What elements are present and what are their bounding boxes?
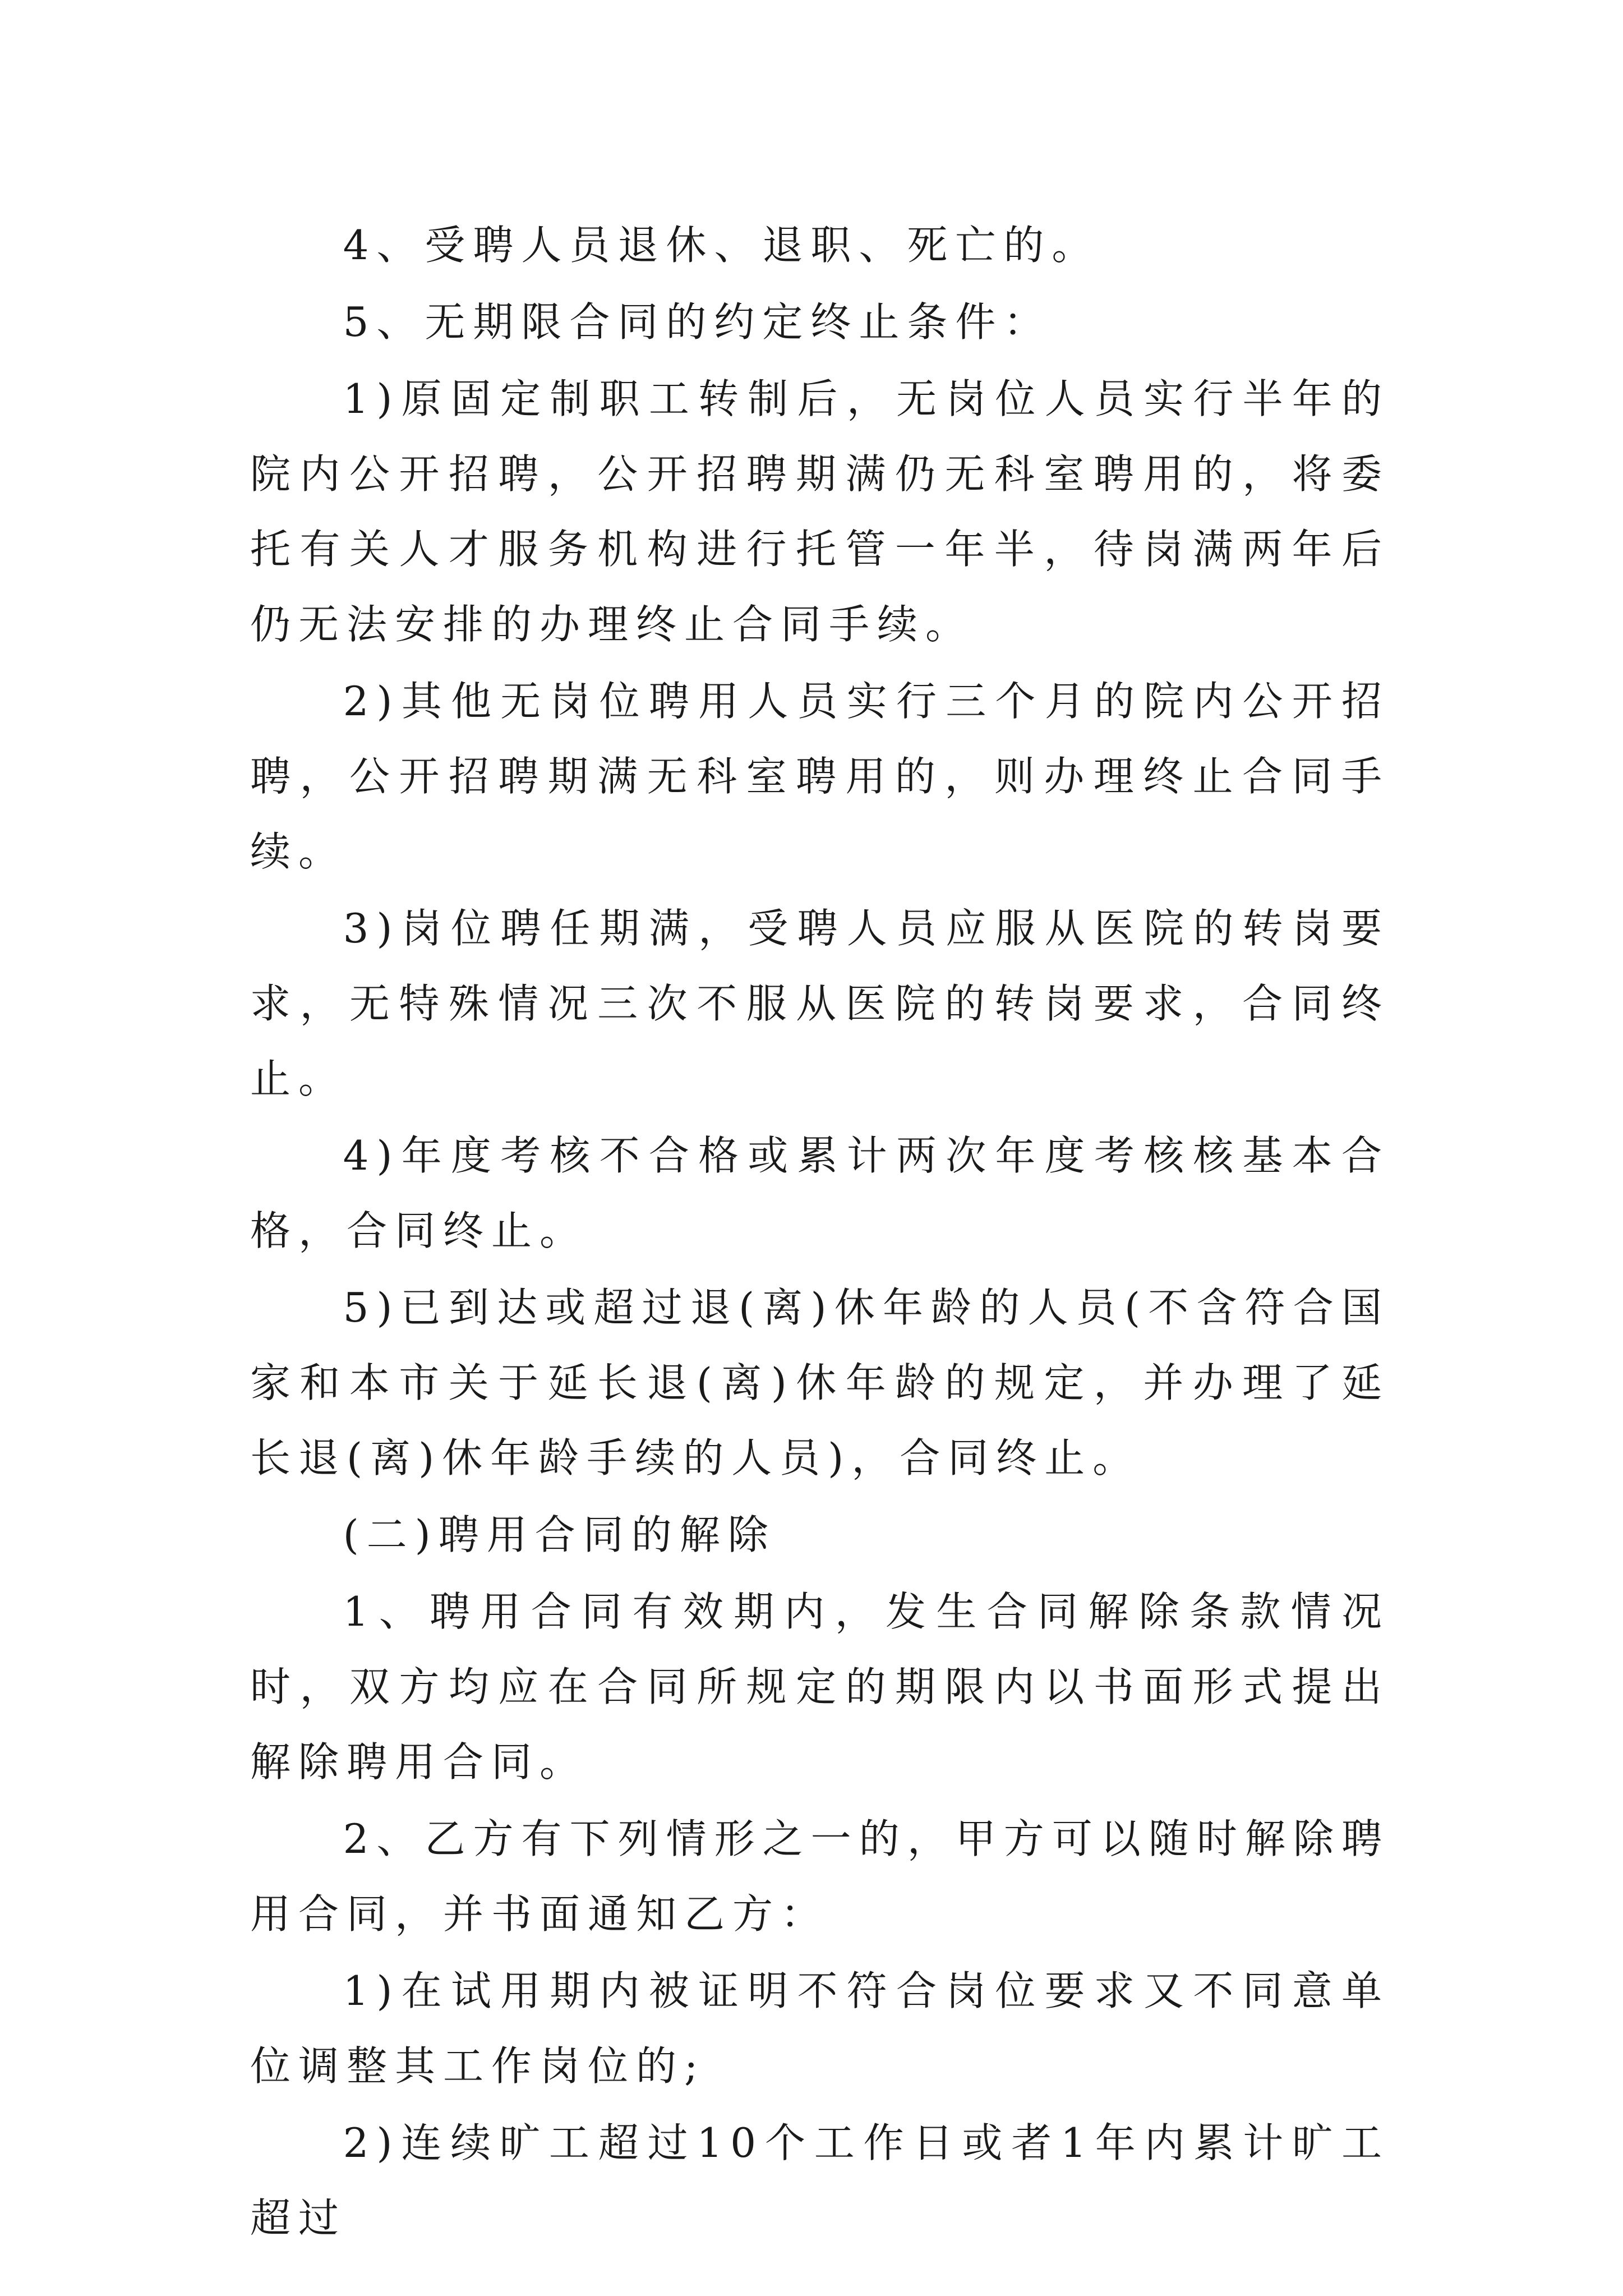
- paragraph-dissolution-1: 1、聘用合同有效期内，发生合同解除条款情况时，双方均应在合同所规定的期限内以书面形式提出解除聘用合同。: [250, 1588, 1390, 1786]
- paragraph-condition-2: 2)其他无岗位聘用人员实行三个月的院内公开招聘，公开招聘期满无科室聘用的，则办理终止合同手续。: [250, 678, 1390, 875]
- paragraph-dissolution-2: 2、乙方有下列情形之一的，甲方可以随时解除聘用合同，并书面通知乙方：: [250, 1815, 1390, 1938]
- section-heading-contract-dissolution: (二)聘用合同的解除: [343, 1511, 776, 1558]
- paragraph-dissolution-item-1: 1)在试用期内被证明不符合岗位要求又不同意单位调整其工作岗位的;: [250, 1967, 1390, 2090]
- paragraph-dissolution-item-2: 2)连续旷工超过10个工作日或者1年内累计旷工超过: [250, 2119, 1390, 2242]
- paragraph-condition-1: 1)原固定制职工转制后，无岗位人员实行半年的院内公开招聘，公开招聘期满仍无科室聘用的，将委托有关人才服务机构进行托管一年半，待岗满两年后仍无法安排的办理终止合同手续。: [250, 375, 1390, 648]
- paragraph-condition-5: 5)已到达或超过退(离)休年龄的人员(不含符合国家和本市关于延长退(离)休年龄的规定，并办理了延长退(离)休年龄手续的人员)，合同终止。: [250, 1284, 1390, 1481]
- document-body: [250, 208, 1390, 2257]
- paragraph-condition-4: 4)年度考核不合格或累计两次年度考核核基本合格，合同终止。: [250, 1132, 1390, 1254]
- paragraph-condition-3: 3)岗位聘任期满，受聘人员应服从医院的转岗要求，无特殊情况三次不服从医院的转岗要求，合同终止。: [250, 905, 1390, 1102]
- paragraph-retirement: 4、受聘人员退休、退职、死亡的。: [343, 222, 1100, 269]
- paragraph-termination-conditions: 5、无期限合同的约定终止条件：: [343, 298, 1052, 346]
